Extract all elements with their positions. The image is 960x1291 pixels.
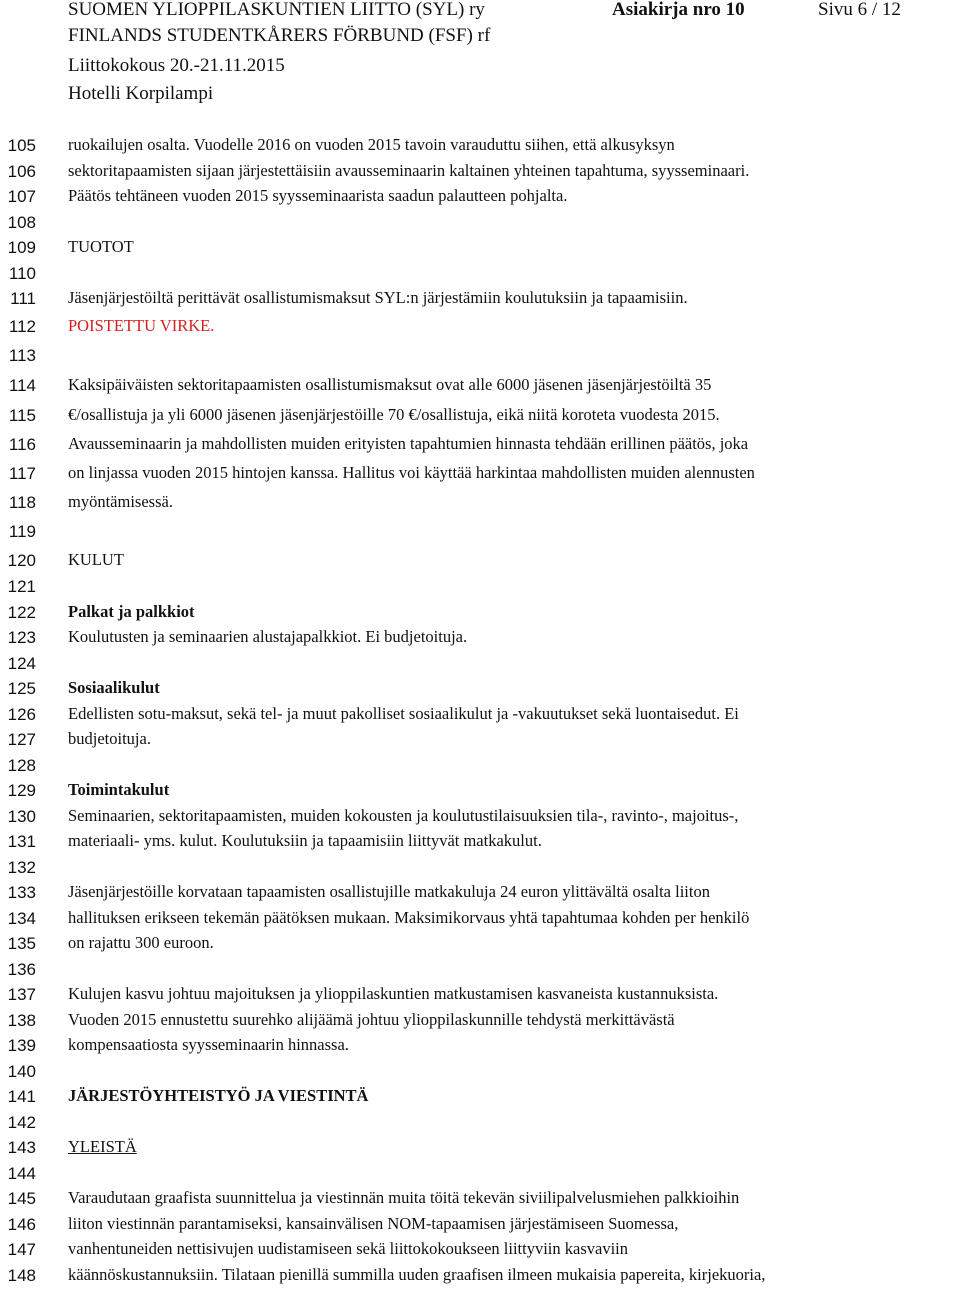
line-number: 124 xyxy=(7,654,36,673)
line-number: 148 xyxy=(7,1266,36,1285)
section-heading-kulut: KULUT xyxy=(68,550,124,569)
line-number: 112 xyxy=(8,317,36,336)
line-number: 105 xyxy=(7,136,36,155)
body-text-line: Päätös tehtäneen vuoden 2015 syysseminaarista saadun palautteen pohjalta. xyxy=(68,186,568,205)
line-number: 132 xyxy=(7,858,36,877)
line-number: 128 xyxy=(7,756,36,775)
line-number: 119 xyxy=(8,522,36,541)
body-text-line: hallituksen erikseen tekemän päätöksen mukaan. Maksimikorvaus yhtä tapahtumaa kohden per henkilö xyxy=(68,908,750,927)
body-text-line: Jäsenjärjestöiltä perittävät osallistumismaksut SYL:n järjestämiin koulutuksiin ja tapaamisiin. xyxy=(68,288,688,307)
line-number: 120 xyxy=(7,551,36,570)
body-text-line: käännöskustannuksiin. Tilataan pienillä summilla uuden graafisen ilmeen mukaisia papereita, kirjekuoria, xyxy=(68,1265,766,1284)
line-number: 130 xyxy=(7,807,36,826)
line-number: 134 xyxy=(7,909,36,928)
line-number: 106 xyxy=(7,162,36,181)
line-number: 111 xyxy=(10,289,36,308)
line-number: 126 xyxy=(7,705,36,724)
line-number: 117 xyxy=(8,464,36,483)
header-doc-label: Asiakirja nro 10 xyxy=(612,0,745,20)
line-number: 114 xyxy=(8,376,36,395)
line-number: 142 xyxy=(7,1113,36,1132)
subheading-toimintakulut: Toimintakulut xyxy=(68,780,170,799)
body-text-line: Seminaarien, sektoritapaamisten, muiden kokousten ja koulutustilaisuuksien tila-, ravinto-, majoitus-, xyxy=(68,806,739,825)
body-text-line: Vuoden 2015 ennustettu suurehko alijäämä johtuu ylioppilaskunnille tehdystä merkittävästä xyxy=(68,1010,675,1029)
body-text-line: vanhentuneiden nettisivujen uudistamiseen sekä liittokokoukseen liittyviin kasvaviin xyxy=(68,1239,628,1258)
line-number: 140 xyxy=(7,1062,36,1081)
line-number: 144 xyxy=(7,1164,36,1183)
subheading-sosiaalikulut: Sosiaalikulut xyxy=(68,678,160,697)
line-number: 116 xyxy=(8,435,36,454)
body-text-line: on linjassa vuoden 2015 hintojen kanssa. Hallitus voi käyttää harkintaa mahdollisten muiden alennusten xyxy=(68,463,755,482)
line-number: 125 xyxy=(7,679,36,698)
line-number: 129 xyxy=(7,781,36,800)
line-number: 143 xyxy=(7,1138,36,1157)
body-text-line: Jäsenjärjestöille korvataan tapaamisten osallistujille matkakuluja 24 euron ylittävältä osalta liiton xyxy=(68,882,710,901)
line-number: 110 xyxy=(8,264,36,283)
line-number: 107 xyxy=(7,187,36,206)
line-number: 147 xyxy=(7,1240,36,1259)
body-text-line: liiton viestinnän parantamiseksi, kansainvälisen NOM-tapaamisen järjestämiseen Suomessa, xyxy=(68,1214,679,1233)
line-number: 115 xyxy=(8,406,36,425)
header-venue: Hotelli Korpilampi xyxy=(68,83,214,104)
line-number: 139 xyxy=(7,1036,36,1055)
body-text-line: €/osallistuja ja yli 6000 jäsenen jäsenjärjestöille 70 €/osallistuja, eikä niitä koroteta vuodesta 2015. xyxy=(68,405,720,424)
body-text-line: myöntämisessä. xyxy=(68,492,173,511)
subheading-yleista: YLEISTÄ xyxy=(68,1137,137,1156)
body-text-line: Kaksipäiväisten sektoritapaamisten osallistumismaksut ovat alle 6000 jäsenen jäsenjärjestöiltä 35 xyxy=(68,375,712,394)
line-number: 137 xyxy=(7,985,36,1004)
line-number: 146 xyxy=(7,1215,36,1234)
line-number: 131 xyxy=(7,832,36,851)
section-heading-tuotot: TUOTOT xyxy=(68,237,134,256)
body-text-line: kompensaatiosta syysseminaarin hinnassa. xyxy=(68,1035,349,1054)
body-text-line: Varaudutaan graafista suunnittelua ja viestinnän muita töitä tekevän siviilipalvelusmiehen palkkioihin xyxy=(68,1188,740,1207)
line-number: 135 xyxy=(7,934,36,953)
line-number: 113 xyxy=(8,346,36,365)
line-number: 118 xyxy=(8,493,36,512)
body-text-line: Edellisten sotu-maksut, sekä tel- ja muut pakolliset sosiaalikulut ja -vakuutukset sekä luontaisedut. Ei xyxy=(68,704,739,723)
header-org-fi: SUOMEN YLIOPPILASKUNTIEN LIITTO (SYL) ry xyxy=(68,0,485,20)
section-heading-jarjestoyhteistyo: JÄRJESTÖYHTEISTYÖ JA VIESTINTÄ xyxy=(68,1086,369,1105)
body-text-line: materiaali- yms. kulut. Koulutuksiin ja tapaamisiin liittyvät matkakulut. xyxy=(68,831,542,850)
body-text-line: sektoritapaamisten sijaan järjestettäisiin avausseminaarin kaltainen yhteinen tapahtuma, syysseminaari. xyxy=(68,161,750,180)
line-number: 109 xyxy=(7,238,36,257)
body-text-line: Avausseminaarin ja mahdollisten muiden erityisten tapahtumien hinnasta tehdään erillinen päätös, joka xyxy=(68,434,749,453)
header-org-sv: FINLANDS STUDENTKÅRERS FÖRBUND (FSF) rf xyxy=(68,25,491,46)
line-number: 127 xyxy=(7,730,36,749)
body-text-line: budjetoituja. xyxy=(68,729,151,748)
line-number: 133 xyxy=(7,883,36,902)
header-page-label: Sivu 6 / 12 xyxy=(818,0,901,20)
body-text-line: Kulujen kasvu johtuu majoituksen ja ylioppilaskuntien matkustamisen kasvaneista kustannuksista. xyxy=(68,984,719,1003)
line-number: 141 xyxy=(7,1087,36,1106)
line-number: 121 xyxy=(7,577,36,596)
deleted-sentence-note: POISTETTU VIRKE. xyxy=(68,316,215,335)
line-number: 108 xyxy=(7,213,36,232)
body-text-line: Koulutusten ja seminaarien alustajapalkkiot. Ei budjetoituja. xyxy=(68,627,468,646)
line-number: 136 xyxy=(7,960,36,979)
body-text-line: on rajattu 300 euroon. xyxy=(68,933,214,952)
header-meeting: Liittokokous 20.-21.11.2015 xyxy=(68,55,285,76)
subheading-palkat: Palkat ja palkkiot xyxy=(68,602,195,621)
body-text-line: ruokailujen osalta. Vuodelle 2016 on vuoden 2015 tavoin varauduttu siihen, että alkusyksyn xyxy=(68,135,675,154)
line-number: 122 xyxy=(7,603,36,622)
line-number: 138 xyxy=(7,1011,36,1030)
line-number: 145 xyxy=(7,1189,36,1208)
line-number: 123 xyxy=(7,628,36,647)
